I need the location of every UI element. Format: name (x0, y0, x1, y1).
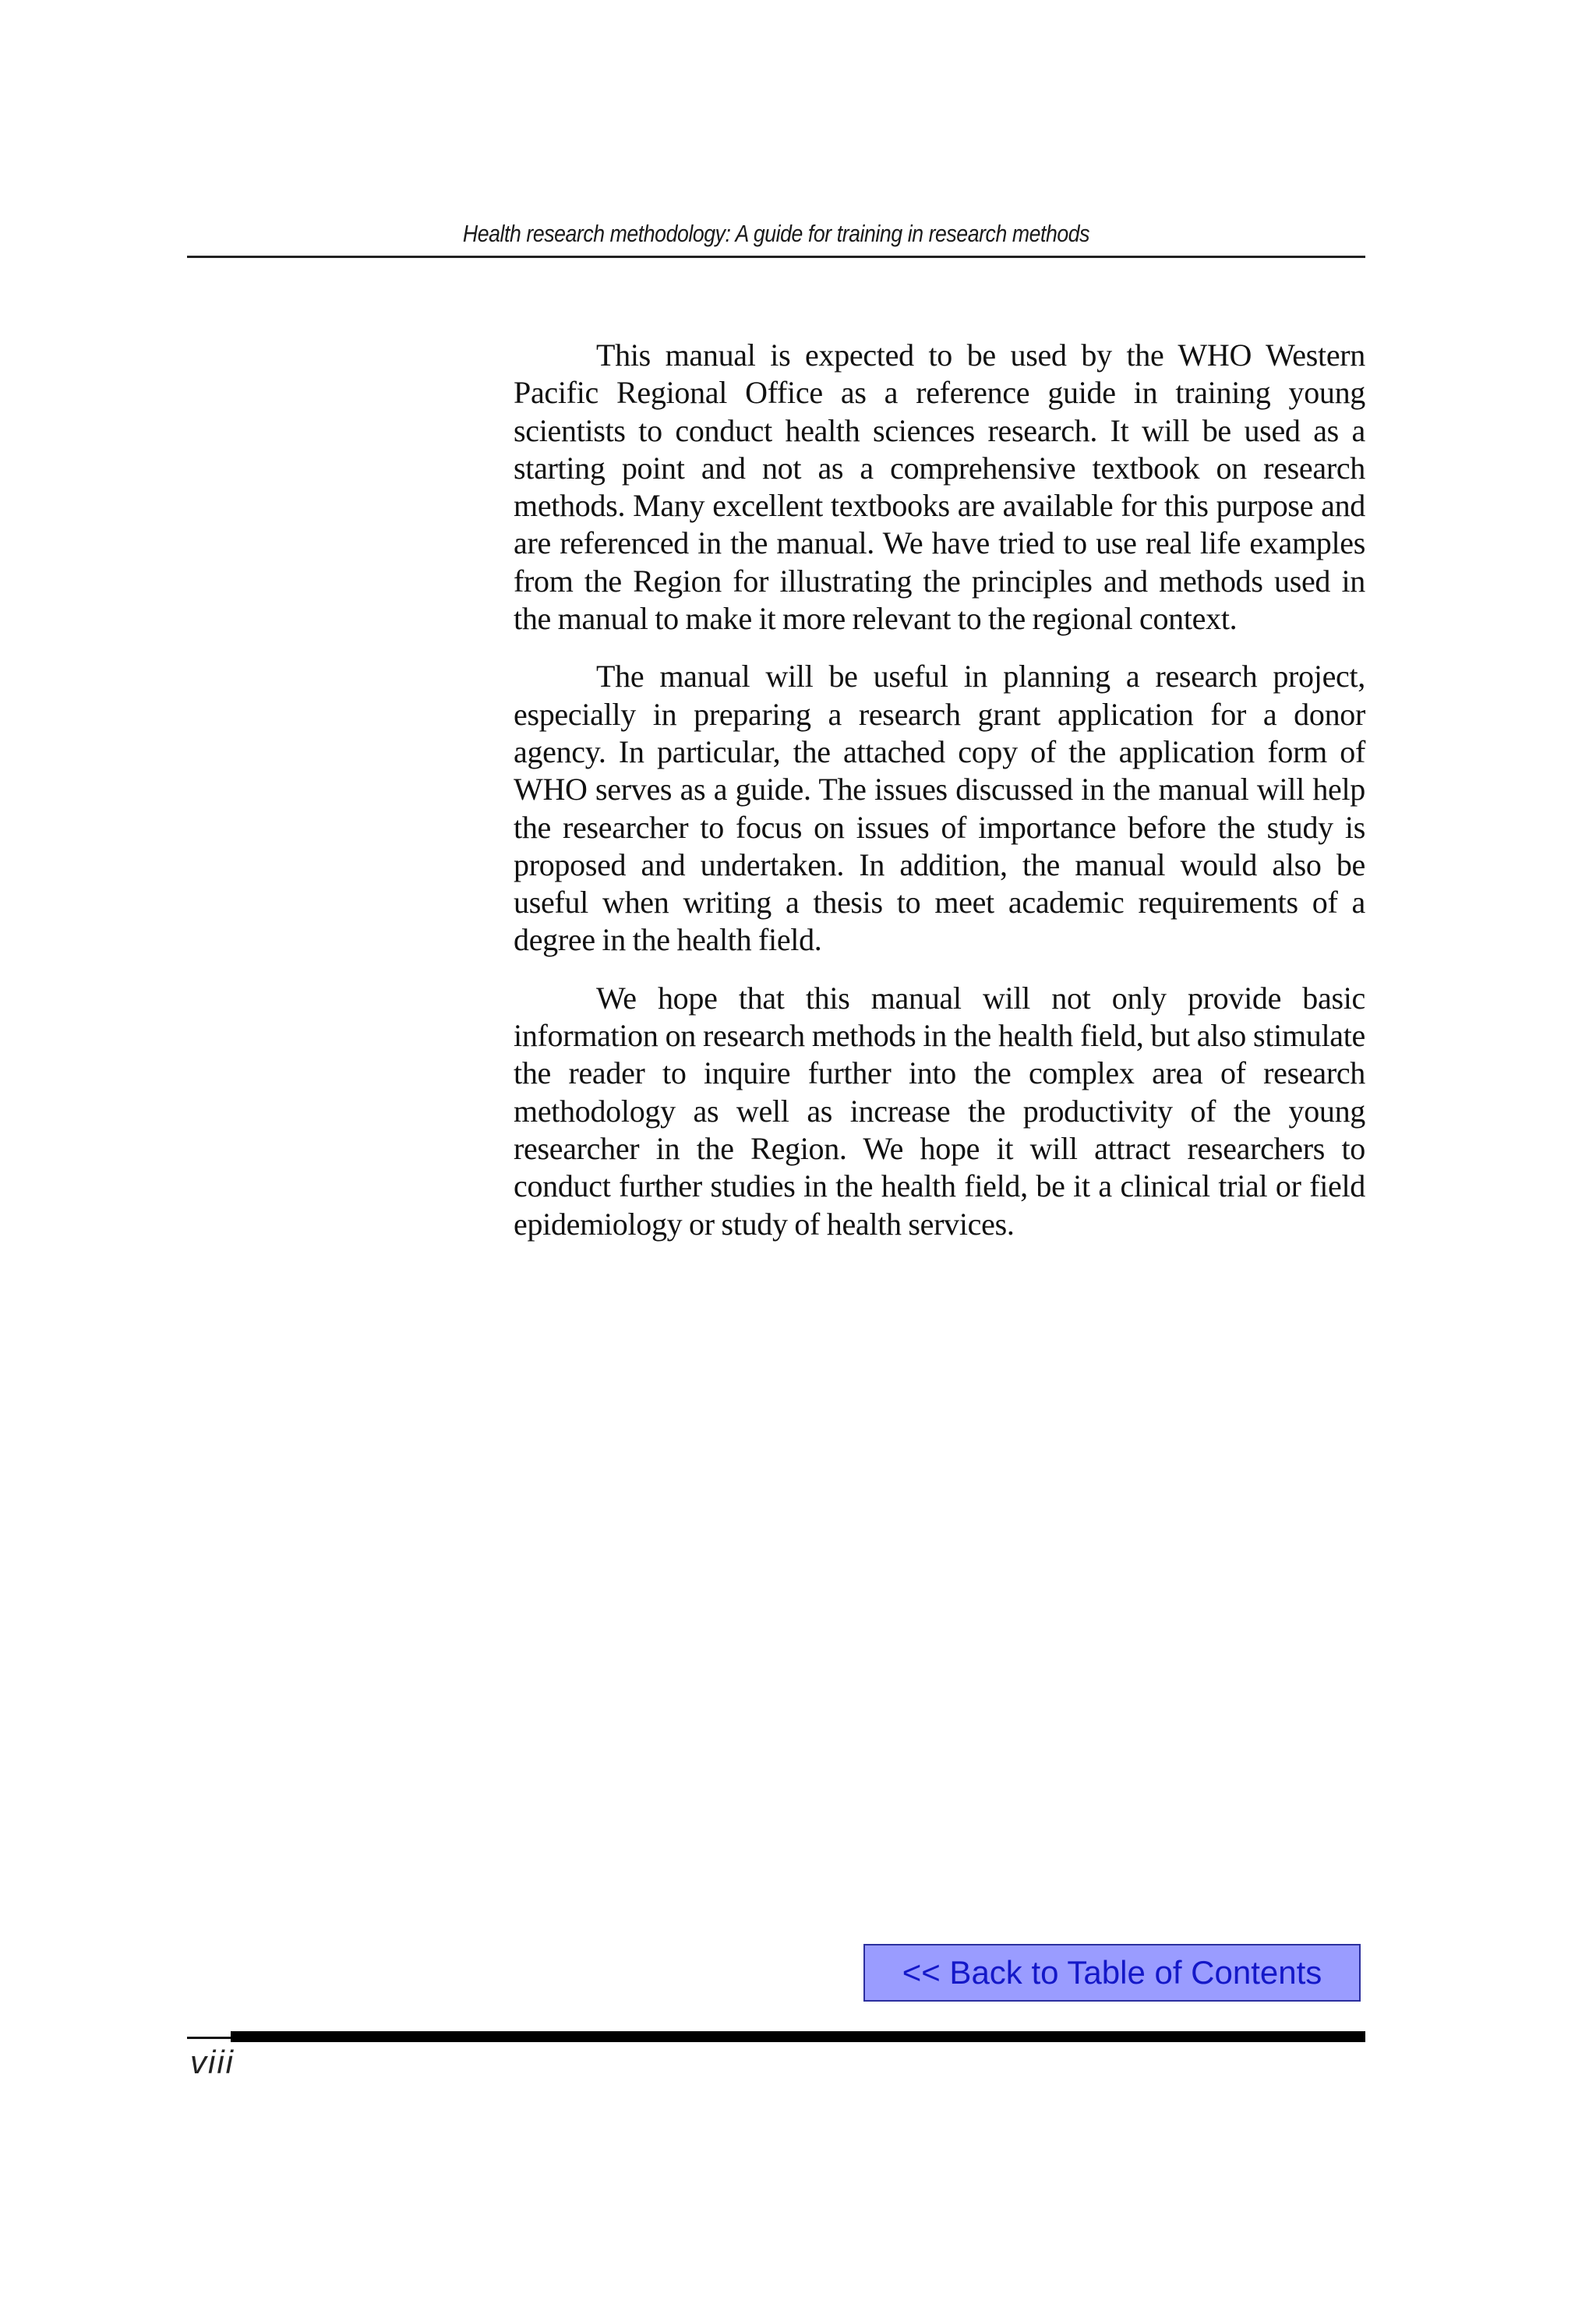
paragraph-2: The manual will be useful in planning a research project, especially in preparing a research grant application for a donor agency. In particular, the attached copy of the application form of WHO serves as a guide. The issues discussed in the manual will help the researcher to focus on issues of importance before the study is proposed and undertaken. In addition, the manual would also be useful when writing a thesis to meet academic requirements of a degree in the health field. (514, 659, 1365, 958)
paragraph-1: This manual is expected to be used by the WHO Western Pacific Regional Office as a reference guide in training young scientists to conduct health sciences research. It will be used as a starting point and not as a comprehensive textbook on research methods. Many excellent textbooks are available for this purpose and are referenced in the manual. We have tried to use real life examples from the Region for illustrating the principles and methods used in the manual to make it more relevant to the regional context. (514, 337, 1365, 637)
page-number: viii (190, 2044, 235, 2080)
footer-rule-thick (231, 2031, 1365, 2042)
back-to-toc-label: << Back to Table of Contents (902, 1954, 1322, 1991)
header-rule (187, 256, 1365, 258)
paragraph-3: We hope that this manual will not only provide basic information on research methods in the health field, but also stimulate the reader to inquire further into the complex area of research methodology as well as increase the productivity of the young researcher in the Region. We hope it will attract researchers to conduct further studies in the health field, be it a clinical trial or field epidemiology or study of health services. (514, 980, 1365, 1242)
body-text (514, 337, 1365, 1263)
running-header: Health research methodology: A guide for training in research methods (462, 220, 1090, 247)
back-to-toc-button[interactable] (863, 1944, 1361, 2002)
